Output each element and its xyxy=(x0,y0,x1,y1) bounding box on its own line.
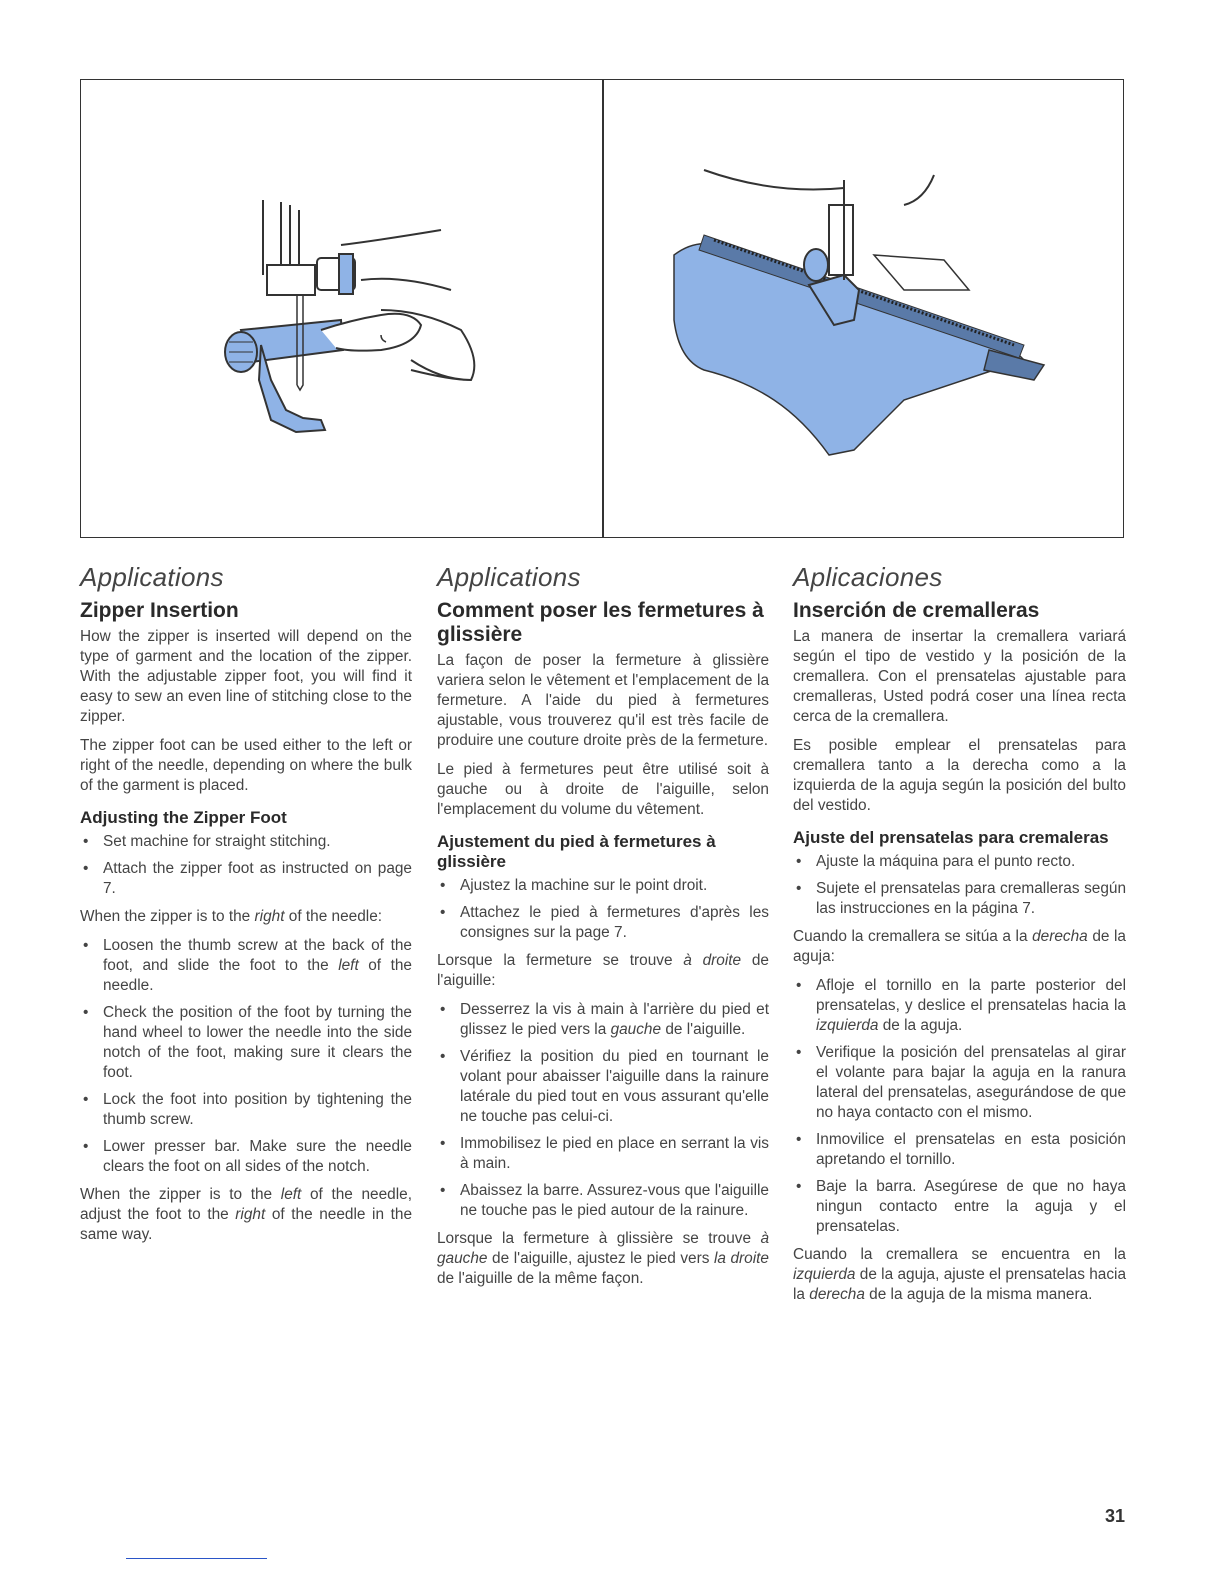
list-item: • Verifique la posición del prensatelas al girar el volante para bajar la aguja en la ranura lateral del prensatelas, asegurándose de que no haya contacto con el mismo. xyxy=(793,1043,1126,1123)
illustration-zipper-stitching xyxy=(604,80,1123,537)
column-french xyxy=(437,562,769,1298)
article-title: Comment poser les fermetures à glissière xyxy=(437,599,764,646)
condition-paragraph: When the zipper is to the right of the needle: xyxy=(80,908,383,925)
intro-paragraph: How the zipper is inserted will depend on the type of garment and the location of the zipper. With the adjustable zipper foot, you will find it easy to sew an even line of stitching close to the zipper. xyxy=(80,628,412,725)
subheading: Adjusting the Zipper Foot xyxy=(80,808,287,827)
subheading: Ajuste del prensatelas para cremaleras xyxy=(793,828,1109,847)
section-heading: Applications xyxy=(80,562,224,592)
page-number: 31 xyxy=(1105,1506,1126,1526)
list-item: • Attachez le pied à fermetures d'après les consignes sur la page 7. xyxy=(437,903,769,943)
closing-paragraph: Lorsque la fermeture à glissière se trouve à gauche de l'aiguille, ajustez le pied vers la droite de l'aiguille de la même façon. xyxy=(437,1230,769,1287)
list-item: • Vérifiez la position du pied en tournant le volant pour abaisser l'aiguille dans la rainure latérale du pied tout en vous assurant qu'elle ne touche pas celui-ci. xyxy=(437,1047,769,1127)
step-list xyxy=(437,876,769,943)
list-item: • Attach the zipper foot as instructed on page 7. xyxy=(80,859,412,899)
list-item: • Set machine for straight stitching. xyxy=(80,832,412,852)
list-item: • Baje la barra. Asegúrese de que no haya ningun contacto entre la aguja y el prensatelas. xyxy=(793,1177,1126,1237)
step-list xyxy=(80,832,412,899)
article-title: Inserción de cremalleras xyxy=(793,599,1040,622)
list-item: • Abaissez la barre. Assurez-vous que l'aiguille ne touche pas le pied autour de la rainure. xyxy=(437,1181,769,1221)
intro-paragraph: La manera de insertar la cremallera variará según el tipo de vestido y la posición de la cremallera. Con el prensatelas ajustable para cremalleras, Usted podrá coser una línea recta cerca de la cremallera. xyxy=(793,628,1126,725)
section-heading: Aplicaciones xyxy=(793,562,943,592)
list-item: • Inmovilice el prensatelas en esta posición apretando el tornillo. xyxy=(793,1130,1126,1170)
step-list xyxy=(793,976,1126,1237)
figure-panel xyxy=(80,79,1124,538)
list-item: • Immobilisez le pied en place en serrant la vis à main. xyxy=(437,1134,769,1174)
intro-paragraph: Es posible emplear el prensatelas para cremallera tanto a la derecha como a la izquierda de la aguja según la posición del bulto del vestido. xyxy=(793,737,1126,814)
footer-rule xyxy=(126,1558,267,1559)
illustration-zipper-foot-attach xyxy=(81,80,602,537)
closing-paragraph: Cuando la cremallera se encuentra en la izquierda de la aguja, ajuste el prensatelas hacia la derecha de la aguja de la misma manera. xyxy=(793,1246,1126,1303)
condition-paragraph: Lorsque la fermeture se trouve à droite de l'aiguille: xyxy=(437,952,769,989)
condition-paragraph: Cuando la cremallera se sitúa a la derecha de la aguja: xyxy=(793,928,1126,965)
column-spanish xyxy=(793,562,1126,1314)
intro-paragraph: La façon de poser la fermeture à glissière variera selon le vêtement et l'emplacement de la fermeture. A l'aide du pied à fermetures ajustable, vous trouverez qu'il est très facile de produire une couture droite près de la fermeture. xyxy=(437,652,769,749)
article-title: Zipper Insertion xyxy=(80,599,239,622)
list-item: • Check the position of the foot by turning the hand wheel to lower the needle into the side notch of the foot, making sure it clears the foot. xyxy=(80,1003,412,1083)
list-item: • Ajuste la máquina para el punto recto. xyxy=(793,852,1126,872)
step-list xyxy=(793,852,1126,919)
section-heading: Applications xyxy=(437,562,581,592)
subheading: Ajustement du pied à fermetures à glissière xyxy=(437,832,716,871)
intro-paragraph: Le pied à fermetures peut être utilisé soit à gauche ou à droite de l'aiguille, selon l'emplacement du volume du vêtement. xyxy=(437,761,769,818)
column-english xyxy=(80,562,412,1254)
list-item: • Ajustez la machine sur le point droit. xyxy=(437,876,769,896)
list-item: • Sujete el prensatelas para cremalleras según las instrucciones en la página 7. xyxy=(793,879,1126,919)
list-item: • Loosen the thumb screw at the back of the foot, and slide the foot to the left of the needle. xyxy=(80,936,412,996)
intro-paragraph: The zipper foot can be used either to the left or right of the needle, depending on where the bulk of the garment is placed. xyxy=(80,737,412,794)
list-item: • Lower presser bar. Make sure the needle clears the foot on all sides of the notch. xyxy=(80,1137,412,1177)
step-list xyxy=(437,1000,769,1221)
list-item: • Lock the foot into position by tightening the thumb screw. xyxy=(80,1090,412,1130)
list-item: • Desserrez la vis à main à l'arrière du pied et glissez le pied vers la gauche de l'aiguille. xyxy=(437,1000,769,1040)
closing-paragraph: When the zipper is to the left of the needle, adjust the foot to the right of the needle in the same way. xyxy=(80,1186,412,1243)
list-item: • Afloje el tornillo en la parte posterior del prensatelas, y deslice el prensatelas hacia la izquierda de la aguja. xyxy=(793,976,1126,1036)
step-list xyxy=(80,936,412,1177)
